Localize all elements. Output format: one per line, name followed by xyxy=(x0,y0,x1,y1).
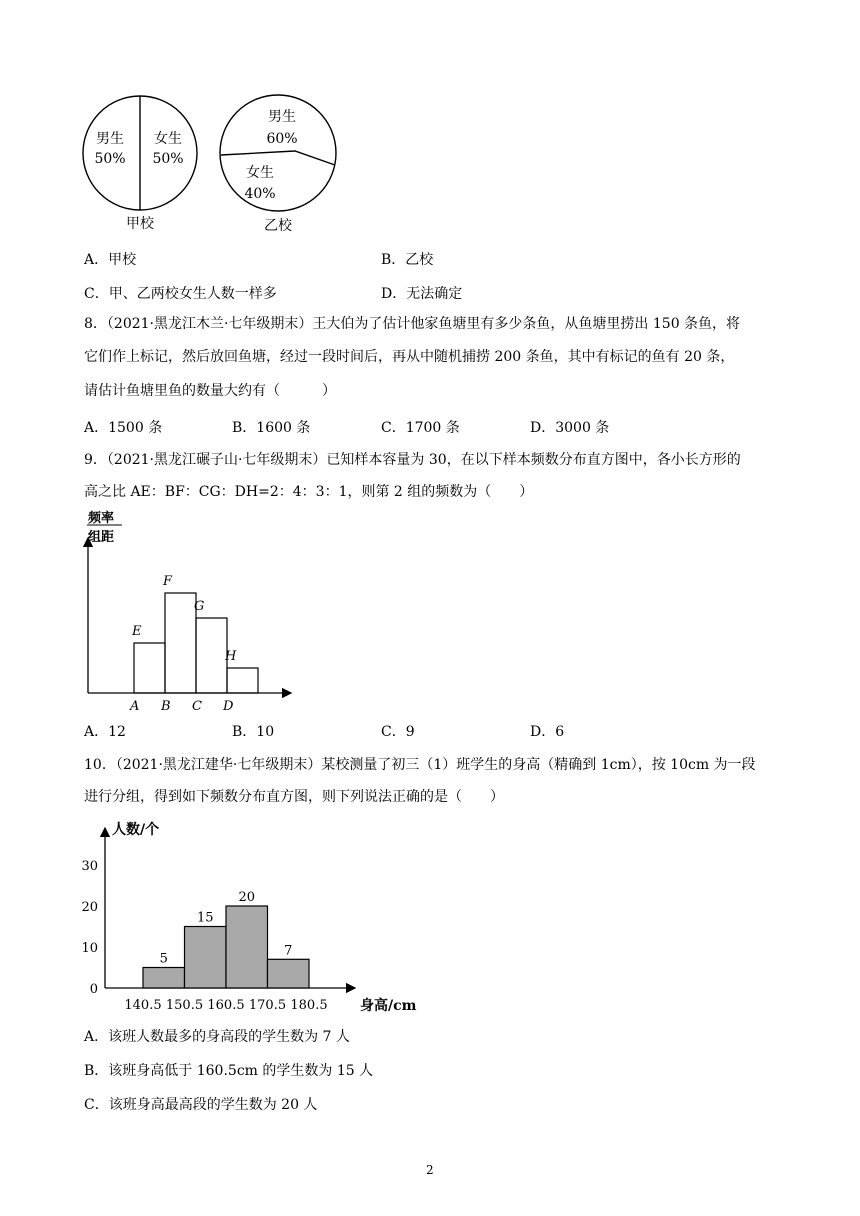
q10-bar-value-1: 5 xyxy=(159,951,168,967)
q9-x-label-2: B xyxy=(161,699,171,714)
q10-histogram xyxy=(70,812,417,1017)
pie-yi-boys-pct: 60% xyxy=(266,131,298,147)
q10-bar-4 xyxy=(268,959,310,988)
pie-jia-girls-pct: 50% xyxy=(152,151,184,167)
q8-text-line3: 请估计鱼塘里鱼的数量大约有（ ） xyxy=(84,383,336,399)
q10-bar-2 xyxy=(185,927,227,989)
pie-jia-caption: 甲校 xyxy=(126,216,154,232)
q10-bar-value-4: 7 xyxy=(284,943,293,959)
q9-x-label-4: D xyxy=(223,699,234,714)
q10-x-tick-4: 170.5 xyxy=(248,998,287,1013)
q9-bar-label-3: G xyxy=(194,599,205,614)
q10-bar-3 xyxy=(226,906,268,988)
pie-yi-boys-label: 男生 xyxy=(268,109,296,125)
q8-option-d: D．3000 条 xyxy=(530,420,610,436)
q10-x-tick-3: 160.5 xyxy=(207,998,245,1013)
q10-x-tick-5: 180.5 xyxy=(290,998,328,1013)
q9-histogram xyxy=(76,505,306,715)
q10-y-tick-20: 20 xyxy=(81,900,98,915)
q9-bar-label-1: E xyxy=(132,624,142,639)
q10-y-tick-0: 0 xyxy=(89,982,98,997)
pie-charts-figure xyxy=(70,85,350,235)
q8-text-line1: 8．（2021·黑龙江木兰·七年级期末）王大伯为了估计他家鱼塘里有多少条鱼，从鱼塘里捞出 150 条鱼，将 xyxy=(84,316,741,332)
q8-option-c: C．1700 条 xyxy=(381,420,460,436)
q8-option-b: B．1600 条 xyxy=(232,420,311,436)
q9-option-d: D．6 xyxy=(530,724,565,740)
pie-jia-girls-label: 女生 xyxy=(154,131,182,147)
q7-option-c: C．甲、乙两校女生人数一样多 xyxy=(84,286,277,302)
pie-yi-girls-label: 女生 xyxy=(246,165,274,181)
q10-bar-value-2: 15 xyxy=(196,910,214,926)
q10-option-b: B．该班身高低于 160.5cm 的学生数为 15 人 xyxy=(84,1063,374,1079)
q9-bar-label-4: H xyxy=(225,649,237,664)
pie-jia-boys-label: 男生 xyxy=(96,131,124,147)
q9-option-c: C．9 xyxy=(381,724,415,740)
q9-bar-3 xyxy=(196,618,227,693)
q9-text-line2: 高之比 AE：BF：CG：DH=2：4：3：1，则第 2 组的频数为（ ） xyxy=(84,484,534,500)
q8-text-line2: 它们作上标记，然后放回鱼塘，经过一段时间后，再从中随机捕捞 200 条鱼，其中有标记的鱼有 20 条， xyxy=(84,349,735,365)
q9-option-a: A．12 xyxy=(84,724,126,740)
q9-ylabel-bottom: 组距 xyxy=(88,530,115,545)
q8-option-a: A．1500 条 xyxy=(84,420,163,436)
q10-xlabel: 身高/cm xyxy=(360,998,417,1014)
q9-x-label-1: A xyxy=(130,699,140,714)
q10-text-line2: 进行分组，得到如下频数分布直方图，则下列说法正确的是（ ） xyxy=(84,789,504,805)
q9-x-label-3: C xyxy=(192,699,202,714)
q9-bar-label-2: F xyxy=(163,574,173,589)
q9-bar-4 xyxy=(227,668,258,693)
q9-bar-1 xyxy=(134,643,165,693)
pie-yi-caption: 乙校 xyxy=(264,218,292,234)
q10-bar-value-3: 20 xyxy=(238,890,256,905)
q10-x-tick-1: 140.5 xyxy=(124,998,162,1013)
pie-jia-boys-pct: 50% xyxy=(94,151,126,167)
q10-x-tick-2: 150.5 xyxy=(165,998,204,1013)
q7-option-d: D．无法确定 xyxy=(381,286,463,302)
q7-option-a: A．甲校 xyxy=(84,252,137,268)
q9-bar-2 xyxy=(165,593,196,693)
q9-ylabel-top: 频率 xyxy=(88,511,115,526)
q10-option-a: A．该班人数最多的身高段的学生数为 7 人 xyxy=(84,1029,350,1045)
pie-yi-girls-pct: 40% xyxy=(244,186,276,202)
q10-option-c: C．该班身高最高段的学生数为 20 人 xyxy=(84,1097,318,1113)
q10-bar-1 xyxy=(143,968,185,989)
q10-y-tick-10: 10 xyxy=(81,941,98,956)
q9-option-b: B．10 xyxy=(232,724,275,740)
q9-text-line1: 9．（2021·黑龙江碾子山·七年级期末）已知样本容量为 30，在以下样本频数分布直方图中，各小长方形的 xyxy=(84,452,741,468)
q7-option-b: B．乙校 xyxy=(381,252,434,268)
page-number: 2 xyxy=(426,1163,434,1177)
q10-ylabel: 人数/个 xyxy=(112,822,160,838)
q10-y-tick-30: 30 xyxy=(81,859,98,874)
q10-text-line1: 10．（2021·黑龙江建华·七年级期末）某校测量了初三（1）班学生的身高（精确到 1cm），按 10cm 为一段 xyxy=(84,757,756,773)
pie-yi-divider xyxy=(221,151,335,165)
